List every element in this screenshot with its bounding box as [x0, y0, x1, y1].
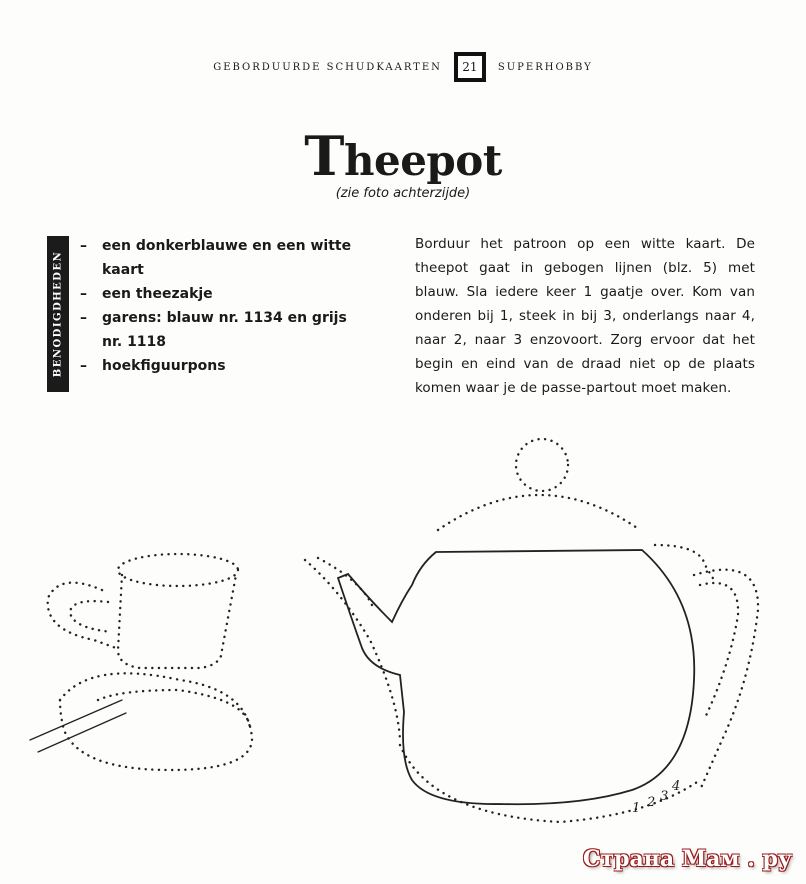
pattern-number-4: 4: [672, 779, 681, 794]
title-initial: T: [304, 124, 344, 188]
title-rest: heepot: [343, 136, 502, 185]
list-item: – garens: blauw nr. 1134 en grijs nr. 1118: [80, 306, 370, 354]
list-item: – hoekfiguurpons: [80, 354, 370, 378]
site-watermark: Страна Мам . ру: [583, 846, 792, 872]
materials-side-tab: [47, 236, 69, 392]
pattern-number-1: 1: [632, 801, 641, 816]
pattern-number-3: 3: [660, 789, 669, 804]
running-head: [0, 52, 806, 82]
list-item: – een theezakje: [80, 282, 370, 306]
list-item: – een donkerblauwe en een witte kaart: [80, 234, 370, 282]
side-tab-label: BENODIGDHEDEN: [52, 250, 64, 378]
teapot-solid-outline: [338, 550, 694, 804]
embroidery-pattern: [0, 420, 806, 840]
page-subtitle: (zie foto achterzijde): [335, 186, 471, 201]
pattern-numbers: [632, 779, 680, 816]
page-number: 21: [454, 52, 486, 82]
instructions-text: Borduur het patroon op een witte kaart. De theepot gaat in gebogen lijnen (blz. 5) met blauw. Sla iedere keer 1 gaatje over. Kom van onderen bij 1, steek in bij 3, onderlangs naar 4, naar 2, naar 3 enzovoort. Zorg ervoor dat het begin en eind van de draad niet op de plaats komen waar je de passe-partout moet maken.: [415, 236, 755, 396]
teabag-string-pattern: [30, 700, 126, 752]
materials-list: [80, 234, 370, 378]
cup-and-saucer-pattern: [48, 554, 252, 770]
pattern-number-2: 2: [647, 795, 656, 810]
page-title: [0, 124, 806, 188]
running-head-left: GEBORDUURDE SCHUDKAARTEN: [213, 61, 442, 73]
running-head-right: SUPERHOBBY: [497, 61, 593, 73]
